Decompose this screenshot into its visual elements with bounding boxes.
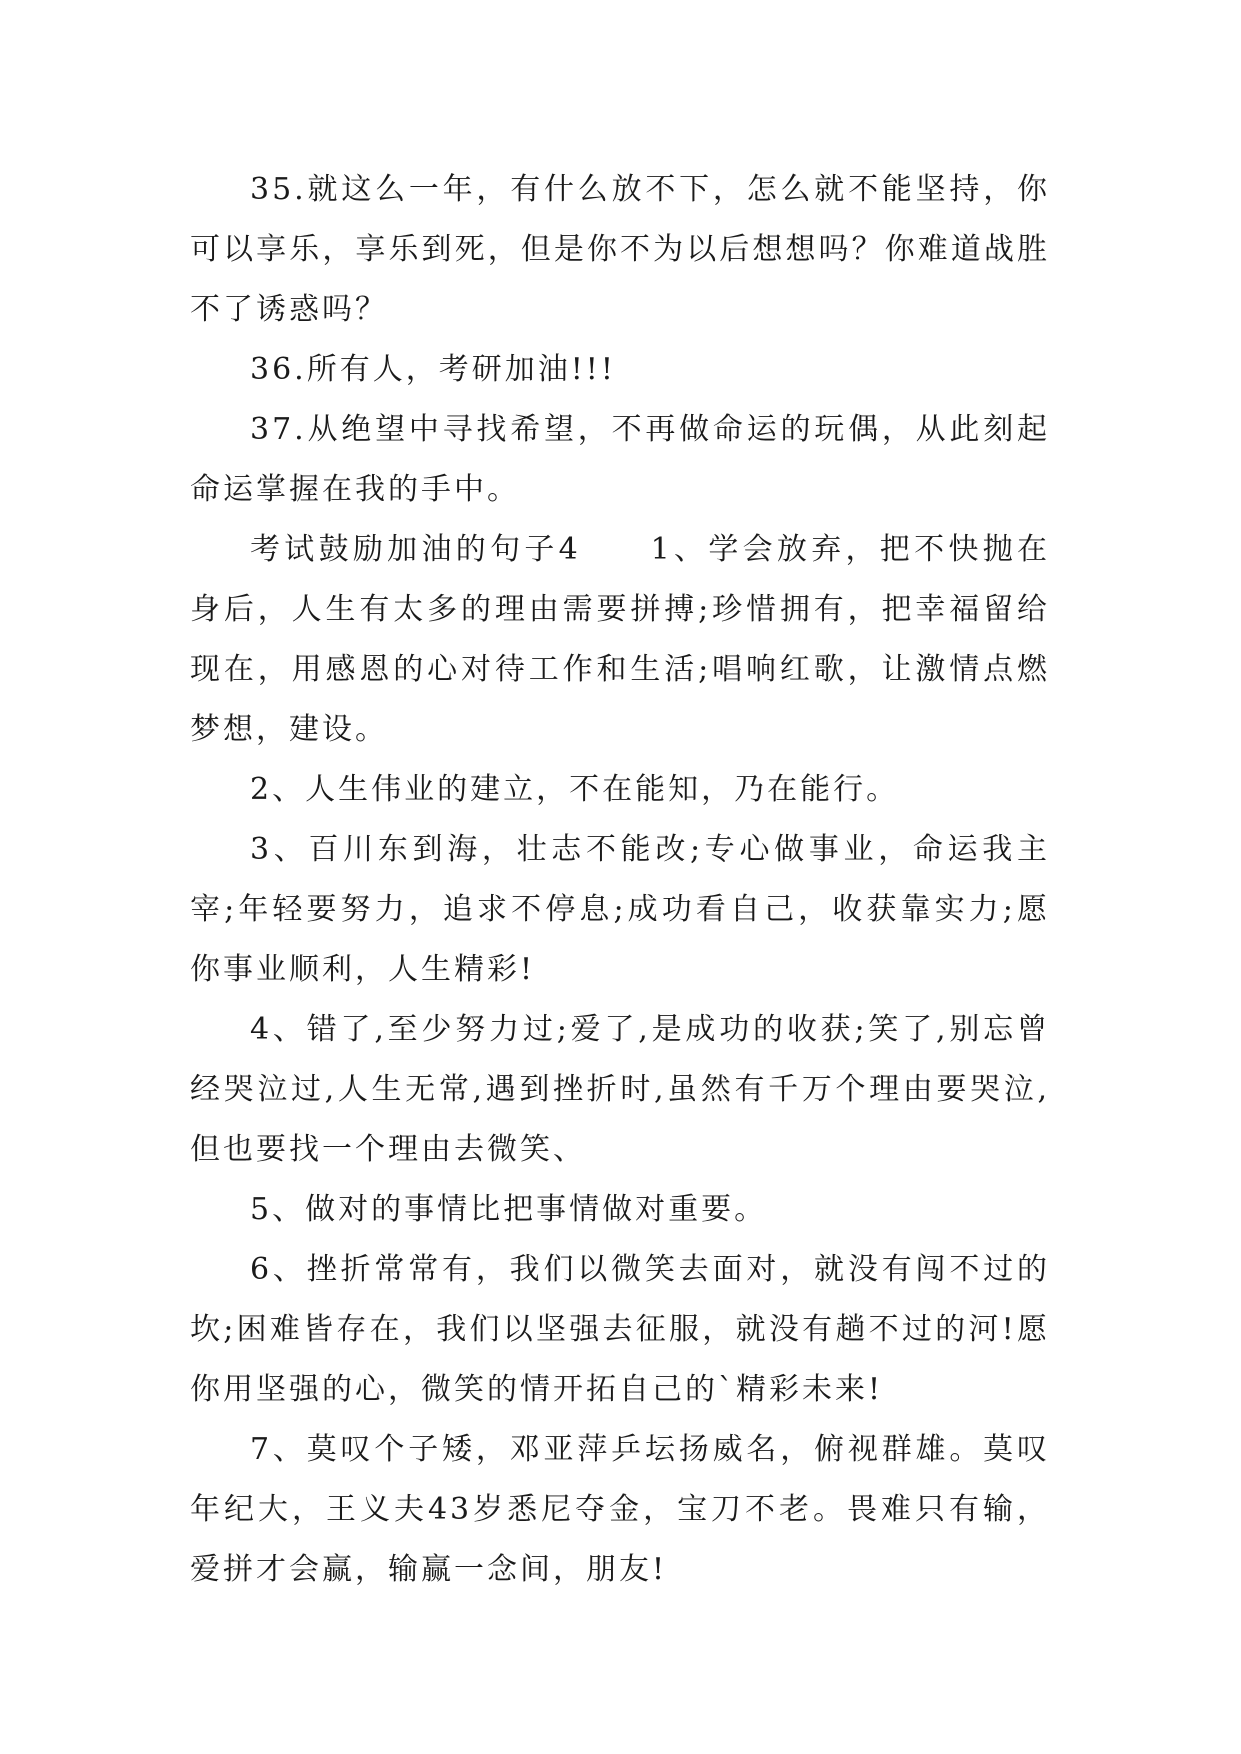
document-body	[190, 160, 1050, 1600]
paragraph-36: 36.所有人，考研加油!!!	[250, 352, 616, 387]
paragraph-35: 35.就这么一年，有什么放不下，怎么就不能坚持，你可以享乐，享乐到死，但是你不为以后想想吗？你难道战胜不了诱惑吗？	[190, 172, 1050, 327]
paragraph-item-3: 3、百川东到海，壮志不能改;专心做事业，命运我主宰;年轻要努力，追求不停息;成功看自己，收获靠实力;愿你事业顺利，人生精彩!	[190, 832, 1050, 987]
paragraph-37: 37.从绝望中寻找希望，不再做命运的玩偶，从此刻起命运掌握在我的手中。	[190, 412, 1050, 507]
paragraph-section-4-item-1: 考试鼓励加油的句子4 1、学会放弃，把不快抛在身后，人生有太多的理由需要拼搏;珍惜拥有，把幸福留给现在，用感恩的心对待工作和生活;唱响红歌，让激情点燃梦想，建设。	[190, 532, 1050, 747]
paragraph-item-5: 5、做对的事情比把事情做对重要。	[250, 1192, 768, 1227]
paragraph-item-4: 4、错了,至少努力过;爱了,是成功的收获;笑了,别忘曾经哭泣过,人生无常,遇到挫折时,虽然有千万个理由要哭泣,但也要找一个理由去微笑、	[190, 1012, 1050, 1167]
paragraph-item-6: 6、挫折常常有，我们以微笑去面对，就没有闯不过的坎;困难皆存在，我们以坚强去征服，就没有趟不过的河!愿你用坚强的心，微笑的情开拓自己的`精彩未来!	[190, 1252, 1050, 1407]
paragraph-item-7: 7、莫叹个子矮，邓亚萍乒坛扬威名，俯视群雄。莫叹年纪大，王义夫43岁悉尼夺金，宝刀不老。畏难只有输，爱拼才会赢，输赢一念间，朋友!	[190, 1432, 1050, 1587]
paragraph-item-2: 2、人生伟业的建立，不在能知，乃在能行。	[250, 772, 900, 807]
